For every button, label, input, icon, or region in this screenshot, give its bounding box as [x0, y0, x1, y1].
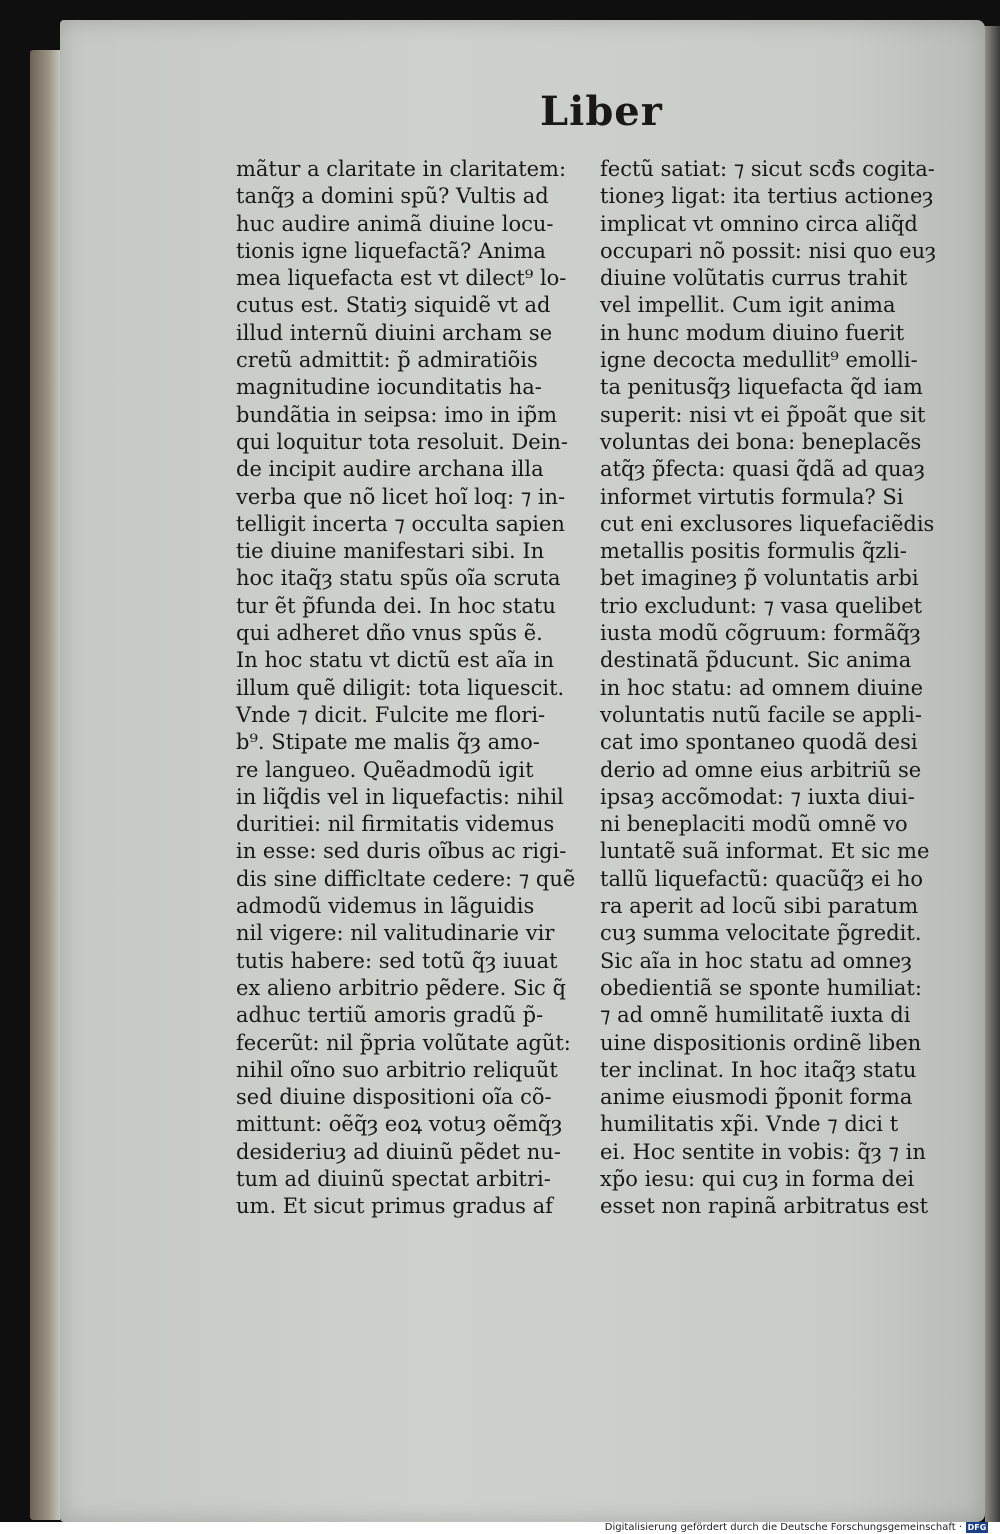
text-line: cretũ admittit: p̃ admiratiõis [236, 348, 538, 373]
text-line: illum quẽ diligit: tota liquescit. [236, 675, 565, 700]
text-line: adhuc tertiũ amoris gradũ p̃- [236, 1003, 544, 1028]
text-line: fecerũt: nil p̃pria volũtate agũt: [236, 1030, 571, 1055]
text-line: ta penitusq̃ȝ liquefacta q̃d iam [600, 375, 923, 400]
text-line: illud internũ diuini archam se [236, 320, 553, 345]
page-edge-left [30, 50, 60, 1520]
text-line: hoc itaq̃ȝ statu spũs oĩa scruta [236, 566, 561, 591]
text-line: luntatẽ suã informat. Et sic me [600, 839, 930, 864]
text-line: uine dispositionis ordinẽ liben [600, 1030, 922, 1055]
text-line: duritiei: nil firmitatis videmus [236, 812, 555, 837]
text-line: dis sine difficltate cedere: ⁊ quẽ [236, 866, 576, 891]
text-line: humilitatis xp̃i. Vnde ⁊ dici t [600, 1112, 899, 1137]
text-line: cutus est. Statiȝ siquidẽ vt ad [236, 293, 551, 318]
text-line: tie diuine manifestari sibi. In [236, 539, 545, 564]
text-line: anime eiusmodi p̃ponit forma [600, 1085, 913, 1110]
text-line: de incipit audire archana illa [236, 457, 544, 482]
text-line: voluntas dei bona: beneplacẽs [600, 429, 922, 454]
text-line: In hoc statu vt dictũ est aĩa in [236, 648, 555, 673]
text-line: ni beneplaciti modũ omnẽ vo [600, 812, 908, 837]
text-line: ter inclinat. In hoc itaq̃ȝ statu [600, 1057, 917, 1082]
text-line: in hunc modum diuino fuerit [600, 320, 905, 345]
text-line: tioneȝ ligat: ita tertius actioneȝ [600, 184, 934, 209]
page-edge-right [985, 26, 1000, 1522]
text-line: in hoc statu: ad omnem diuine [600, 675, 924, 700]
text-line: diuine volũtatis currus trahit [600, 266, 908, 291]
text-line: desideriuȝ ad diuinũ pẽdet nu- [236, 1139, 561, 1164]
text-line: tur ẽt p̃funda dei. In hoc statu [236, 593, 556, 618]
text-line: atq̃ȝ p̃fecta: quasi q̃dã ad quaȝ [600, 457, 925, 482]
text-line: igne decocta medullit⁹ emolli- [600, 348, 918, 373]
text-line: bundãtia in seipsa: imo in ip̃m [236, 402, 558, 427]
text-line: admodũ videmus in lãguidis [236, 894, 535, 919]
text-line: cuȝ summa velocitate p̃gredit. [600, 921, 922, 946]
text-line: tionis igne liquefactã? Anima [236, 238, 546, 263]
text-line: tutis habere: sed totũ q̃ȝ iuuat [236, 948, 558, 973]
text-line: cut eni exclusores liquefaciẽdis [600, 511, 935, 536]
text-line: iusta modũ cõgruum: formãq̃ȝ [600, 621, 921, 646]
text-line: fectũ satiat: ⁊ sicut scđs cogita- [600, 157, 935, 181]
text-line: superit: nisi vt ei p̃poãt que sit [600, 402, 926, 427]
text-line: vel impellit. Cum igit anima [600, 293, 896, 318]
running-head: Liber [540, 88, 663, 135]
text-line: qui loquitur tota resoluit. Dein- [236, 429, 569, 454]
text-line: qui adheret dño vnus spũs ẽ. [236, 621, 543, 646]
text-line: derio ad omne eius arbitriũ se [600, 757, 922, 782]
text-line: nil vigere: nil valitudinarie vir [236, 921, 555, 946]
dfg-logo-icon: DFG [967, 1523, 987, 1532]
text-line: huc audire animã diuine locu- [236, 211, 554, 236]
text-column-left [236, 156, 576, 1221]
text-line: bet imagineȝ p̃ voluntatis arbi [600, 566, 919, 591]
text-line: Sic aĩa in hoc statu ad omneȝ [600, 948, 912, 973]
funding-credit: Digitalisierung gefördert durch die Deutsche Forschungsgemeinschaft · [604, 1522, 962, 1533]
text-line: destinatã p̃ducunt. Sic anima [600, 648, 912, 673]
text-line: verba que nõ licet hoĩ loq: ⁊ in- [236, 484, 566, 509]
text-line: obedientiã se sponte humiliat: [600, 975, 922, 1000]
text-line: implicat vt omnino circa aliq̃d [600, 211, 918, 236]
text-line: ipsaȝ accõmodat: ⁊ iuxta diui- [600, 784, 915, 809]
text-line: mittunt: oẽq̃ȝ eoꝝ votuȝ oẽmq̃ȝ [236, 1112, 563, 1137]
text-line: ex alieno arbitrio pẽdere. Sic q̃ [236, 975, 566, 1000]
text-line: sed diuine dispositioni oĩa cõ- [236, 1085, 552, 1110]
text-line: cat imo spontaneo quodã desi [600, 730, 918, 755]
text-line: xp̃o iesu: qui cuȝ in forma dei [600, 1166, 915, 1191]
text-line: ⁊ ad omnẽ humilitatẽ iuxta di [600, 1003, 911, 1028]
text-line: re langueo. Quẽadmodũ igit [236, 757, 534, 782]
text-line: Vnde ⁊ dicit. Fulcite me flori- [236, 702, 546, 727]
text-line: informet virtutis formula? Si [600, 484, 904, 509]
text-line: magnitudine iocunditatis ha- [236, 375, 542, 400]
text-column-right [600, 156, 940, 1221]
text-line: in esse: sed duris oĩbus ac rigi- [236, 839, 567, 864]
text-line: nihil oĩno suo arbitrio reliquũt [236, 1057, 558, 1082]
text-line: mea liquefacta est vt dilect⁹ lo- [236, 266, 567, 291]
text-line: um. Et sicut primus gradus af [236, 1194, 553, 1219]
text-line: ei. Hoc sentite in vobis: q̃ȝ ⁊ in [600, 1139, 926, 1164]
text-line: occupari nõ possit: nisi quo euȝ [600, 238, 937, 263]
text-line: voluntatis nutũ facile se appli- [600, 702, 922, 727]
text-line: telligit incerta ⁊ occulta sapien [236, 511, 565, 536]
text-line: esset non rapinã arbitratus est [600, 1194, 929, 1219]
text-line: tum ad diuinũ spectat arbitri- [236, 1166, 551, 1191]
text-line: mãtur a claritate in claritatem: [236, 157, 567, 181]
text-line: in liq̃dis vel in liquefactis: nihil [236, 784, 564, 809]
text-line: trio excludunt: ⁊ vasa quelibet [600, 593, 923, 618]
text-line: tallũ liquefactũ: quacũq̃ȝ ei ho [600, 866, 924, 891]
text-line: tanq̃ȝ a domini spũ? Vultis ad [236, 184, 549, 209]
text-line: b⁹. Stipate me malis q̃ȝ amo- [236, 730, 540, 755]
text-line: metallis positis formulis q̃zli- [600, 539, 907, 564]
text-line: ra aperit ad locũ sibi paratum [600, 894, 919, 919]
